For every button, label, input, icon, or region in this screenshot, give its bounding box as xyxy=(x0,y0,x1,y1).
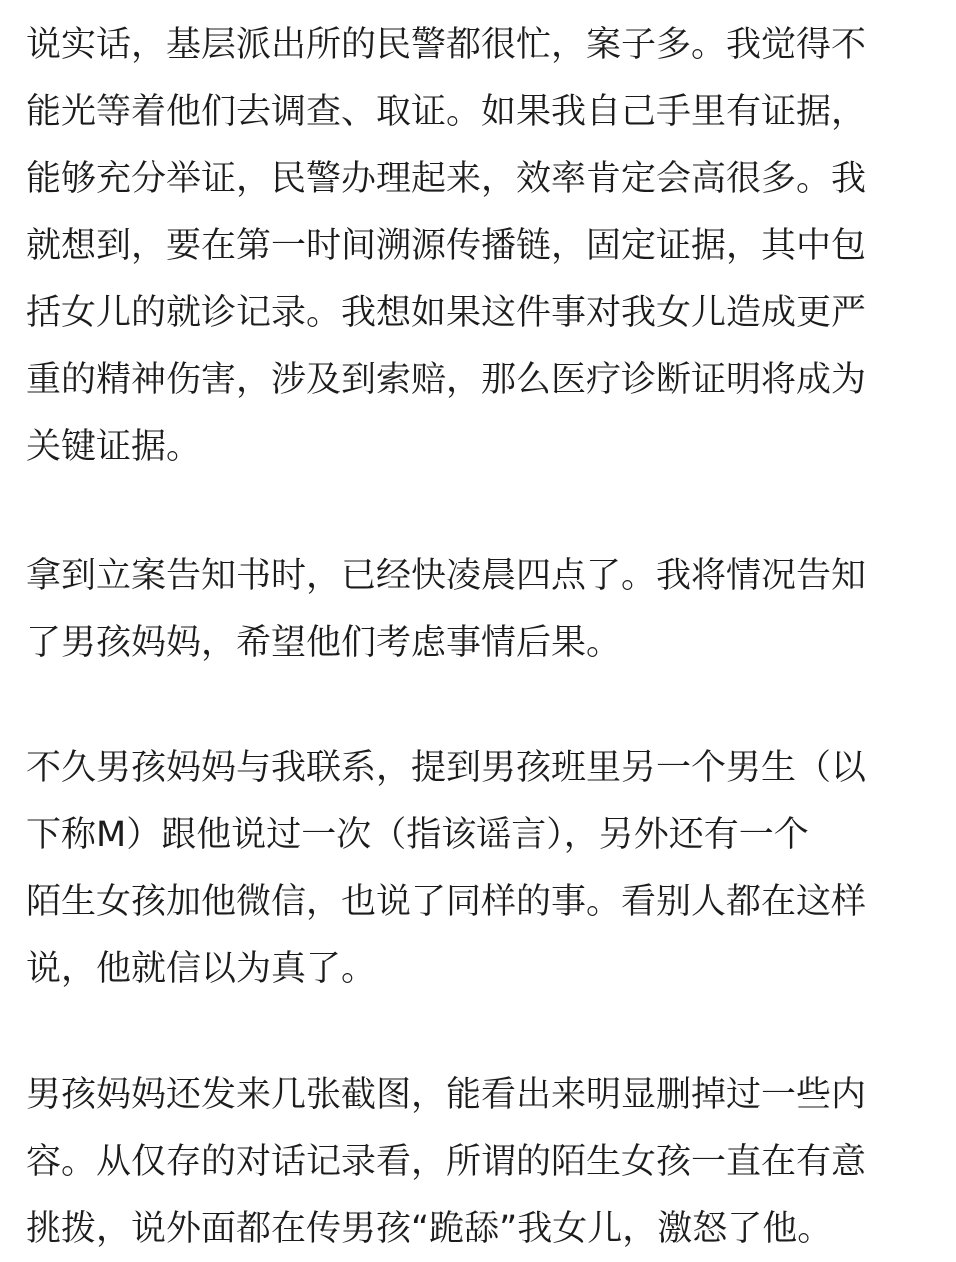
text-line: 括女儿的就诊记录。我想如果这件事对我女儿造成更严 xyxy=(26,293,867,333)
text-line: 就想到，要在第一时间溯源传播链，固定证据，其中包 xyxy=(26,226,867,266)
text-line: 挑拨，说外面都在传男孩“跪舔”我女儿，激怒了他。 xyxy=(26,1209,833,1249)
text-line: 不久男孩妈妈与我联系，提到男孩班里另一个男生（以 xyxy=(26,748,867,788)
text-line: 说实话，基层派出所的民警都很忙，案子多。我觉得不 xyxy=(26,25,867,65)
text-line: 下称M）跟他说过一次（指该谣言），另外还有一个 xyxy=(26,815,809,855)
text-line: 容。从仅存的对话记录看，所谓的陌生女孩一直在有意 xyxy=(26,1142,867,1182)
text-line: 了男孩妈妈，希望他们考虑事情后果。 xyxy=(26,623,622,663)
text-line: 说，他就信以为真了。 xyxy=(26,949,377,989)
text-line: 拿到立案告知书时，已经快凌晨四点了。我将情况告知 xyxy=(26,556,867,596)
text-line: 关键证据。 xyxy=(26,427,202,467)
text-line: 男孩妈妈还发来几张截图，能看出来明显删掉过一些内 xyxy=(26,1075,867,1115)
text-line: 陌生女孩加他微信，也说了同样的事。看别人都在这样 xyxy=(26,882,867,922)
text-line: 重的精神伤害，涉及到索赔，那么医疗诊断证明将成为 xyxy=(26,360,867,400)
text-line: 能够充分举证，民警办理起来，效率肯定会高很多。我 xyxy=(26,159,867,199)
text-line: 能光等着他们去调查、取证。如果我自己手里有证据， xyxy=(26,92,867,132)
